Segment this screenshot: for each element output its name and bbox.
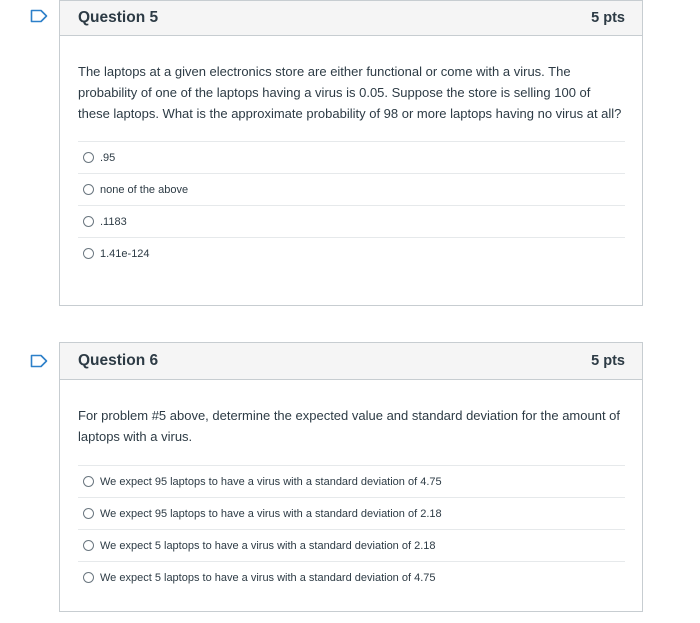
flag-question-icon[interactable] (30, 9, 48, 23)
answer-label[interactable]: We expect 95 laptops to have a virus with a standard deviation of 2.18 (100, 507, 442, 520)
answer-label[interactable]: We expect 5 laptops to have a virus with a standard deviation of 2.18 (100, 539, 436, 552)
question-text: The laptops at a given electronics store are either functional or come with a virus. The probability of one of the laptops having a virus is 0.05. Suppose the store is selling 100 of these laptops. What is the approximate probability of 98 or more laptops having no virus at all? (78, 64, 622, 121)
radio-icon[interactable] (83, 540, 94, 551)
question-6 (59, 342, 643, 612)
answer-option[interactable] (78, 238, 625, 269)
answer-option[interactable] (78, 562, 625, 593)
question-body (60, 380, 642, 593)
answer-option[interactable] (78, 466, 625, 498)
question-header (60, 343, 642, 380)
question-5 (59, 0, 643, 306)
answer-label[interactable]: none of the above (100, 183, 189, 196)
radio-icon[interactable] (83, 572, 94, 583)
answer-label[interactable]: We expect 5 laptops to have a virus with a standard deviation of 4.75 (100, 571, 436, 584)
flag-question-icon[interactable] (30, 354, 48, 368)
question-points: 5 pts (591, 10, 625, 26)
answer-label[interactable]: 1.41e-124 (100, 247, 150, 260)
radio-icon[interactable] (83, 184, 94, 195)
question-text: For problem #5 above, determine the expected value and standard deviation for the amount of laptops with a virus. (78, 408, 621, 444)
radio-icon[interactable] (83, 152, 94, 163)
answer-option[interactable] (78, 142, 625, 174)
question-points: 5 pts (591, 353, 625, 369)
answer-option[interactable] (78, 498, 625, 530)
answer-label[interactable]: .95 (100, 151, 116, 164)
question-title: Question 5 (78, 9, 159, 26)
radio-icon[interactable] (83, 216, 94, 227)
question-title: Question 6 (78, 352, 159, 369)
question-header (60, 1, 642, 36)
radio-icon[interactable] (83, 476, 94, 487)
radio-icon[interactable] (83, 248, 94, 259)
answer-list (78, 465, 625, 593)
question-body (60, 36, 642, 269)
answer-option[interactable] (78, 206, 625, 238)
answer-option[interactable] (78, 174, 625, 206)
radio-icon[interactable] (83, 508, 94, 519)
answer-option[interactable] (78, 530, 625, 562)
answer-list (78, 141, 625, 269)
answer-label[interactable]: .1183 (100, 215, 127, 228)
answer-label[interactable]: We expect 95 laptops to have a virus with a standard deviation of 4.75 (100, 475, 442, 488)
